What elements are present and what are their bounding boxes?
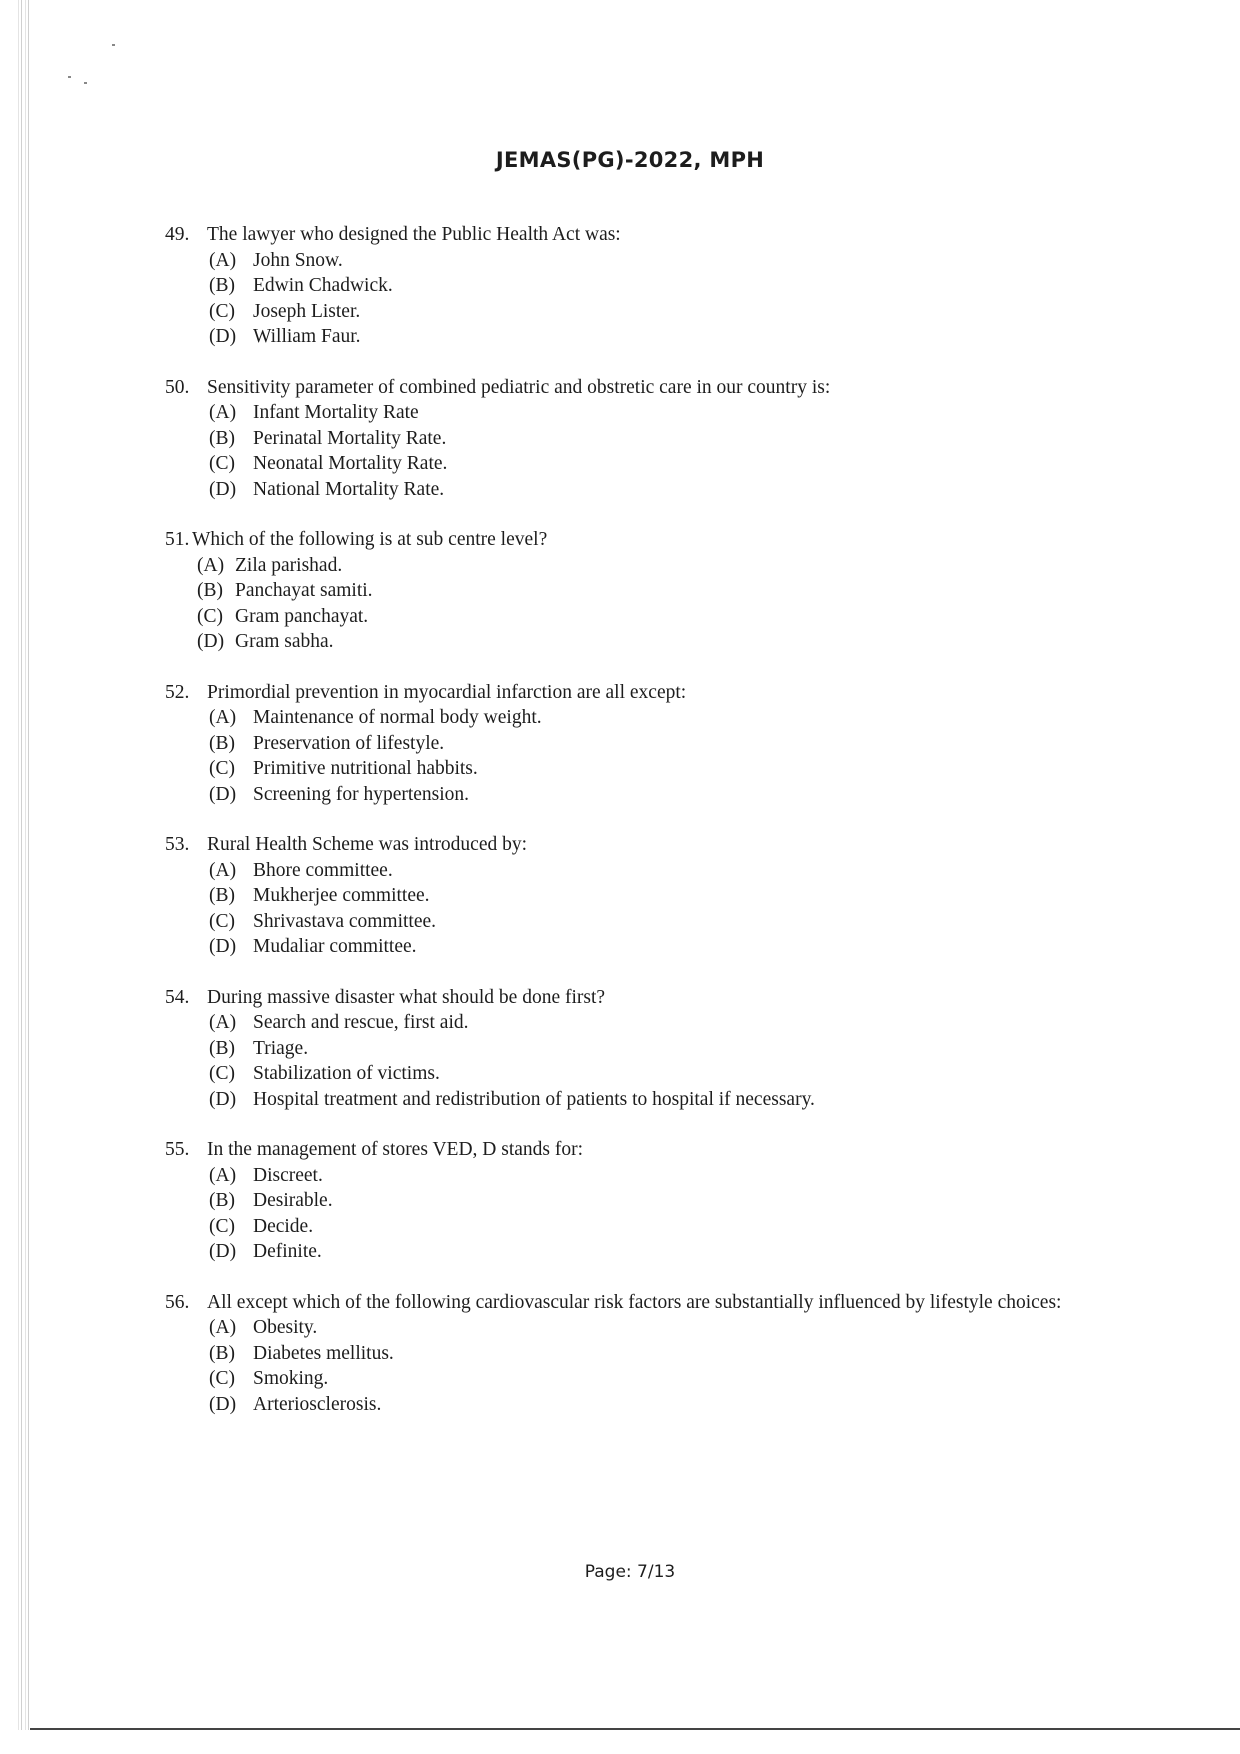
option-text: Joseph Lister. [253,300,361,322]
option-c [209,299,1125,325]
option-a [209,400,1125,426]
option-text: Perinatal Mortality Rate. [253,427,447,449]
option-label: (B) [209,427,235,449]
option-label: (C) [209,758,235,779]
option-b [209,426,1125,452]
option-b [209,731,1125,757]
option-label: (C) [209,453,235,474]
option-c [197,604,1125,630]
option-text: Mukherjee committee. [253,885,430,906]
option-label: (A) [209,402,237,423]
option-c [209,1061,1125,1087]
option-text: Definite. [253,1241,322,1262]
question-54 [165,985,1125,1113]
question-list [165,222,1125,1442]
option-b [209,273,1125,299]
option-text: Triage. [253,1037,309,1059]
option-label: (B) [209,732,235,754]
option-text: Search and rescue, first aid. [253,1012,469,1033]
option-label: (A) [209,249,237,271]
option-text: Desirable. [253,1190,333,1211]
option-a [209,705,1125,731]
option-text: Bhore committee. [253,859,393,881]
question-number: 55. [165,1139,190,1160]
question-number: 56. [165,1291,190,1313]
option-label: (B) [197,580,223,601]
option-b [209,1341,1125,1367]
question-number: 52. [165,681,190,703]
option-d [209,1392,1125,1418]
option-label: (B) [209,885,235,906]
option-label: (C) [209,1368,235,1389]
option-label: (C) [209,1215,235,1237]
option-text: Decide. [253,1215,314,1237]
option-d [209,934,1125,960]
option-list [165,858,1125,960]
option-c [209,1366,1125,1392]
option-d [209,1239,1125,1265]
option-a [197,553,1125,579]
option-text: Discreet. [253,1164,323,1186]
option-label: (D) [209,1241,237,1262]
option-c [209,1214,1125,1240]
question-56 [165,1290,1125,1418]
option-d [209,324,1125,350]
question-text: During massive disaster what should be done first? [207,986,606,1008]
option-text: Preservation of lifestyle. [253,732,445,754]
option-d [209,1087,1125,1113]
option-label: (D) [197,631,225,652]
option-text: Mudaliar committee. [253,936,417,957]
scan-speck [68,76,71,78]
question-text: Primordial prevention in myocardial infarction are all except: [207,681,687,703]
option-d [209,477,1125,503]
option-b [197,578,1125,604]
question-49 [165,222,1125,350]
option-text: Smoking. [253,1368,329,1389]
question-text: In the management of stores VED, D stands for: [207,1139,584,1160]
option-label: (B) [209,1342,235,1364]
option-label: (D) [209,1088,237,1110]
option-list [165,1315,1125,1417]
option-label: (B) [209,1190,235,1211]
option-label: (D) [209,478,237,500]
option-a [209,248,1125,274]
option-text: Maintenance of normal body weight. [253,707,542,728]
question-text: Which of the following is at sub centre level? [192,529,548,550]
option-list [165,400,1125,502]
question-number: 51. [165,529,190,550]
option-label: (D) [209,326,237,347]
option-label: (A) [209,1317,237,1338]
question-text: Sensitivity parameter of combined pediatric and obstretic care in our country is: [207,376,831,398]
option-label: (D) [209,936,237,957]
option-text: Zila parishad. [235,554,343,576]
question-number: 54. [165,986,190,1008]
option-text: National Mortality Rate. [253,478,445,500]
option-list [165,1010,1125,1112]
option-a [209,858,1125,884]
option-text: Gram sabha. [235,631,334,652]
option-d [197,629,1125,655]
question-text: Rural Health Scheme was introduced by: [207,834,528,855]
question-text: The lawyer who designed the Public Health Act was: [207,224,621,245]
option-label: (D) [209,783,237,805]
option-text: Primitive nutritional habbits. [253,758,478,779]
option-text: Arteriosclerosis. [253,1393,382,1415]
option-label: (C) [209,1063,235,1084]
option-text: William Faur. [253,326,361,347]
option-text: Gram panchayat. [235,605,369,627]
option-text: Screening for hypertension. [253,783,470,805]
option-b [209,883,1125,909]
option-text: Stabilization of victims. [253,1063,440,1084]
scan-edge-artifact [18,0,32,1730]
option-text: Neonatal Mortality Rate. [253,453,448,474]
page-number: Page: 7/13 [584,1562,676,1582]
question-50 [165,375,1125,503]
option-label: (A) [209,1012,237,1033]
option-text: Infant Mortality Rate [253,402,419,423]
option-label: (B) [209,275,235,296]
scan-speck [84,82,87,84]
question-number: 53. [165,834,190,855]
option-c [209,451,1125,477]
option-label: (A) [197,554,225,576]
option-text: Obesity. [253,1317,318,1338]
option-text: Shrivastava committee. [253,910,437,932]
question-text: All except which of the following cardiovascular risk factors are substantially influenced by lifestyle choices: [207,1291,1062,1313]
option-a [209,1163,1125,1189]
option-label: (A) [209,859,237,881]
option-a [209,1315,1125,1341]
option-b [209,1188,1125,1214]
question-number: 49. [165,224,190,245]
option-label: (B) [209,1037,235,1059]
option-text: John Snow. [253,249,343,271]
option-label: (A) [209,1164,237,1186]
option-c [209,756,1125,782]
question-52 [165,680,1125,808]
option-label: (C) [209,300,235,322]
option-list [165,248,1125,350]
scan-bottom-line [30,1728,1240,1730]
option-label: (C) [209,910,235,932]
page-header: JEMAS(PG)-2022, MPH [495,148,765,172]
option-d [209,782,1125,808]
option-list [165,1163,1125,1265]
option-label: (A) [209,707,237,728]
option-text: Hospital treatment and redistribution of patients to hospital if necessary. [253,1088,815,1110]
option-list [165,705,1125,807]
question-53 [165,832,1125,960]
option-b [209,1036,1125,1062]
scan-speck [112,44,115,46]
option-label: (D) [209,1393,237,1415]
option-label: (C) [197,605,223,627]
option-text: Panchayat samiti. [235,580,373,601]
question-51 [165,527,1125,655]
option-a [209,1010,1125,1036]
option-c [209,909,1125,935]
option-text: Diabetes mellitus. [253,1342,394,1364]
option-text: Edwin Chadwick. [253,275,393,296]
option-list [165,553,1125,655]
question-number: 50. [165,376,190,398]
question-55 [165,1137,1125,1265]
